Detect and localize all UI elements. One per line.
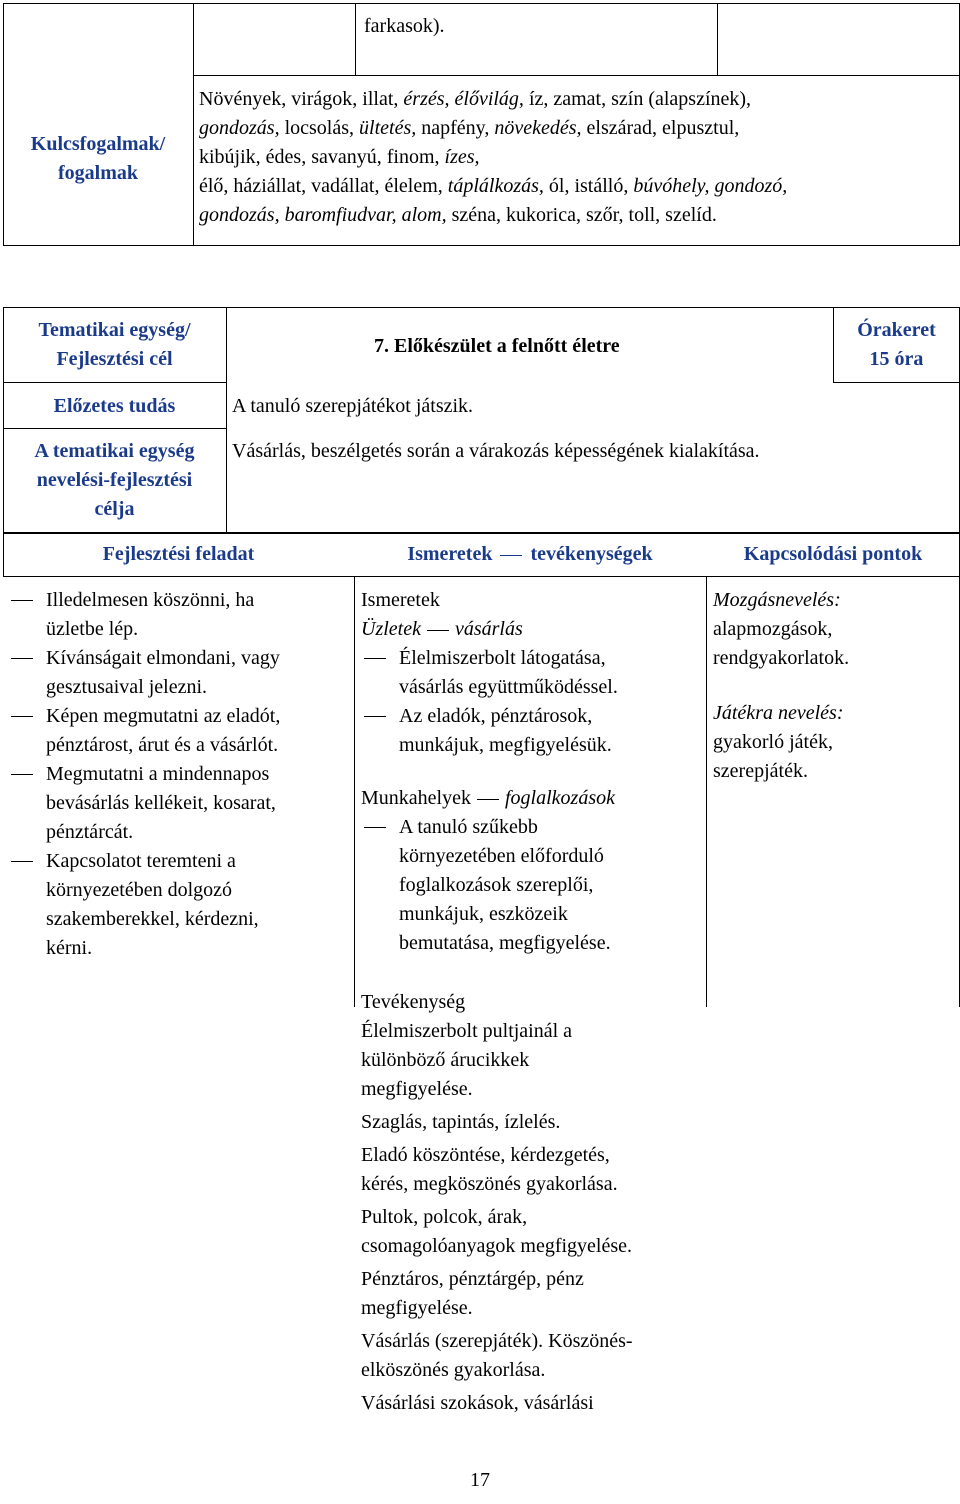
tematikai-label-line2: Fejlesztési cél (56, 348, 173, 370)
tevekenyseg-paragraph (361, 1265, 703, 1323)
mozgasneveles-lines (713, 615, 957, 673)
tematikai-label-line1: Tematikai egység/ (38, 319, 191, 341)
orakeret-value: 15 óra (869, 348, 924, 370)
ismeretek-item-line: munkájuk, megfigyelésük. (399, 734, 612, 756)
jatekra-neveles-line: gyakorló játék, (713, 731, 833, 753)
tevekenyseg-paragraph (361, 1017, 703, 1104)
dash-mark (477, 799, 499, 800)
mozgasneveles-line: alapmozgások, (713, 618, 833, 640)
cel-label (3, 437, 226, 524)
cel-label-line3: célja (94, 498, 135, 520)
kulcsfogalmak-italic-term: gondozás, (199, 117, 280, 139)
kulcsfogalmak-italic-term: búvóhely, gondozó, (633, 175, 788, 197)
munkahelyek-item (361, 813, 703, 958)
ismeretek-item (361, 644, 703, 702)
foglalkozasok-label: foglalkozások (504, 787, 615, 809)
tevekenyseg-line: Eladó köszöntése, kérdezgetés, (361, 1144, 610, 1166)
kulcsfogalmak-line (199, 85, 955, 114)
kulcsfogalmak-term: kibújik, édes, savanyú, finom, (199, 146, 445, 168)
ismeretek-list (361, 644, 703, 760)
cel-label-line2: nevelési-fejlesztési (36, 469, 193, 491)
kulcsfogalmak-term: Növények, virágok, illat, (199, 88, 404, 110)
elozetes-tudas-value: A tanuló szerepjátékot játszik. (232, 395, 474, 417)
fejlesztesi-item-line: Kívánságait elmondani, vagy (46, 647, 280, 669)
kulcsfogalmak-line (199, 201, 955, 230)
tevekenyseg-paragraph (361, 1203, 703, 1261)
kulcsfogalmak-term: élő, háziállat, vadállat, élelem, (199, 175, 448, 197)
munkahelyek-item-line: A tanuló szűkebb (399, 816, 538, 838)
header-kapcsolodasi: Kapcsolódási pontok (743, 543, 923, 565)
ismeretek-column (361, 586, 703, 1422)
mozgasneveles-line: rendgyakorlatok. (713, 647, 850, 669)
orakeret-label: Órakeret (857, 319, 936, 341)
fejlesztesi-item-line: Képen megmutatni az eladót, (46, 705, 281, 727)
kulcsfogalmak-term: locsolás, (279, 117, 360, 139)
tevekenyseg-line: Vásárlási szokások, vásárlási (361, 1392, 594, 1414)
kulcsfogalmak-text (199, 85, 955, 230)
top-cell-left-rule (355, 3, 356, 75)
kulcsfogalmak-line (199, 172, 955, 201)
page-number: 17 (470, 1469, 490, 1491)
fejlesztesi-list (8, 586, 348, 963)
kulcsfogalmak-italic-term: ízes, (444, 146, 480, 168)
kulcsfogalmak-term: széna, kukorica, szőr, toll, szelíd. (446, 204, 717, 226)
tevekenyseg-paragraph (361, 1389, 703, 1418)
unit-label-divider (226, 307, 227, 533)
kulcsfogalmak-label (3, 130, 193, 188)
top-row-rule (193, 75, 960, 76)
kulcsfogalmak-italic-term: növekedés, (494, 117, 582, 139)
munkahelyek-heading (361, 784, 703, 813)
fejlesztesi-item-line: Illedelmesen köszönni, ha (46, 589, 255, 611)
munkahelyek-label: Munkahelyek (361, 787, 471, 809)
fejlesztesi-list (8, 586, 348, 963)
tevekenyseg-line: különböző árucikkek (361, 1049, 530, 1071)
main-col2-rule (706, 577, 707, 1007)
tevekenyseg-paragraph (361, 1108, 703, 1137)
munkahelyek-item-line: foglalkozások szereplői, (399, 874, 594, 896)
top-cell-right-rule (717, 3, 718, 75)
fejlesztesi-item-line: üzletbe lép. (46, 618, 139, 640)
tevekenyseg-paragraph (361, 1141, 703, 1199)
tevekenyseg-heading: Tevékenység (361, 991, 466, 1013)
ismeretek-item-line: vásárlás együttműködéssel. (399, 676, 618, 698)
unit-row2-rule (3, 428, 226, 429)
tevekenyseg-line: Pultok, polcok, árak, (361, 1206, 528, 1228)
kulcsfogalmak-term: napfény, (416, 117, 495, 139)
kulcsfogalmak-italic-term: érzés, élővilág, (403, 88, 524, 110)
fejlesztesi-item-line: kérni. (46, 937, 93, 959)
tevekenyseg-line: Élelmiszerbolt pultjainál a (361, 1020, 573, 1042)
kulcsfogalmak-italic-term: ültetés, (359, 117, 417, 139)
jatekra-neveles-line: szerepjáték. (713, 760, 808, 782)
fejlesztesi-item-line: Kapcsolatot teremteni a (46, 850, 236, 872)
jatekra-neveles-label: Játékra nevelés: (713, 702, 844, 724)
dash-mark (427, 630, 449, 631)
tematikai-label (3, 316, 226, 374)
ismeretek-item-line: Élelmiszerbolt látogatása, (399, 647, 606, 669)
ismeretek-heading: Ismeretek (361, 589, 440, 611)
orakeret-bottom-rule (833, 382, 960, 383)
kulcsfogalmak-line (199, 114, 955, 143)
fejlesztesi-item-line: gesztusaival jelezni. (46, 676, 208, 698)
mozgasneveles-label: Mozgásnevelés: (713, 589, 841, 611)
kulcsfogalmak-label-line2: fogalmak (58, 162, 138, 184)
kulcsfogalmak-italic-term: gondozás, baromfiudvar, alom, (199, 204, 447, 226)
cel-label-line1: A tematikai egység (34, 440, 195, 462)
cel-value: Vásárlás, beszélgetés során a várakozás képességének kialakítása. (232, 440, 760, 462)
jatekra-neveles-lines (713, 728, 957, 786)
munkahelyek-item-line: munkájuk, eszközeik (399, 903, 568, 925)
tevekenyseg-line: megfigyelése. (361, 1297, 473, 1319)
munkahelyek-list (361, 813, 703, 958)
fejlesztesi-item (8, 702, 348, 760)
tevekenyseg-line: Pénztáros, pénztárgép, pénz (361, 1268, 584, 1290)
fejlesztesi-item (8, 644, 348, 702)
header-ismeretek: Ismeretek tevékenységek (407, 543, 653, 565)
vasarlas-label: vásárlás (454, 618, 523, 640)
fejlesztesi-item (8, 760, 348, 847)
tevekenyseg-line: csomagolóanyagok megfigyelése. (361, 1235, 633, 1257)
top-table-divider (193, 3, 194, 246)
fejlesztesi-item-line: szakemberekkel, kérdezni, (46, 908, 259, 930)
kulcsfogalmak-label-line1: Kulcsfogalmak/ (30, 133, 166, 155)
fejlesztesi-item-line: Megmutatni a mindennapos (46, 763, 270, 785)
tevekenyseg-line: megfigyelése. (361, 1078, 473, 1100)
fejlesztesi-item (8, 586, 348, 644)
tevekenyseg-line: kérés, megköszönés gyakorlása. (361, 1173, 618, 1195)
uzletek-vasarlas-heading (361, 615, 703, 644)
tevekenyseg-line: Szaglás, tapintás, ízlelés. (361, 1111, 561, 1133)
tevekenyseg-line: elköszönés gyakorlása. (361, 1359, 546, 1381)
kulcsfogalmak-term: íz, zamat, szín (alapszínek), (523, 88, 752, 110)
fejlesztesi-item-line: környezetében dolgozó (46, 879, 233, 901)
fejlesztesi-item-line: pénztárcát. (46, 821, 134, 843)
fejlesztesi-item (8, 847, 348, 963)
unit-title: 7. Előkészület a felnőtt életre (374, 335, 620, 357)
top-fragment: farkasok). (364, 15, 445, 37)
header-fejlesztesi: Fejlesztési feladat (102, 543, 255, 565)
kulcsfogalmak-italic-term: táplálkozás, (447, 175, 544, 197)
kulcsfogalmak-line (199, 143, 955, 172)
munkahelyek-item-line: bemutatása, megfigyelése. (399, 932, 611, 954)
tevekenyseg-line: Vásárlás (szerepjáték). Köszönés- (361, 1330, 633, 1352)
kulcsfogalmak-term: ól, istálló, (543, 175, 634, 197)
kapcsolodasi-column (713, 586, 957, 786)
orakeret (833, 316, 960, 374)
kulcsfogalmak-term: elszárad, elpusztul, (581, 117, 740, 139)
fejlesztesi-item-line: pénztárost, árut és a vásárlót. (46, 734, 279, 756)
fejlesztesi-item-line: bevásárlás kellékeit, kosarat, (46, 792, 276, 814)
tevekenyseg-paragraph (361, 1327, 703, 1385)
ismeretek-item (361, 702, 703, 760)
elozetes-tudas-label: Előzetes tudás (53, 395, 176, 417)
munkahelyek-item-line: környezetében előforduló (399, 845, 604, 867)
unit-row1-rule (3, 382, 226, 383)
main-col1-rule (354, 577, 355, 1007)
uzletek-label: Üzletek (361, 618, 421, 640)
ismeretek-item-line: Az eladók, pénztárosok, (399, 705, 593, 727)
